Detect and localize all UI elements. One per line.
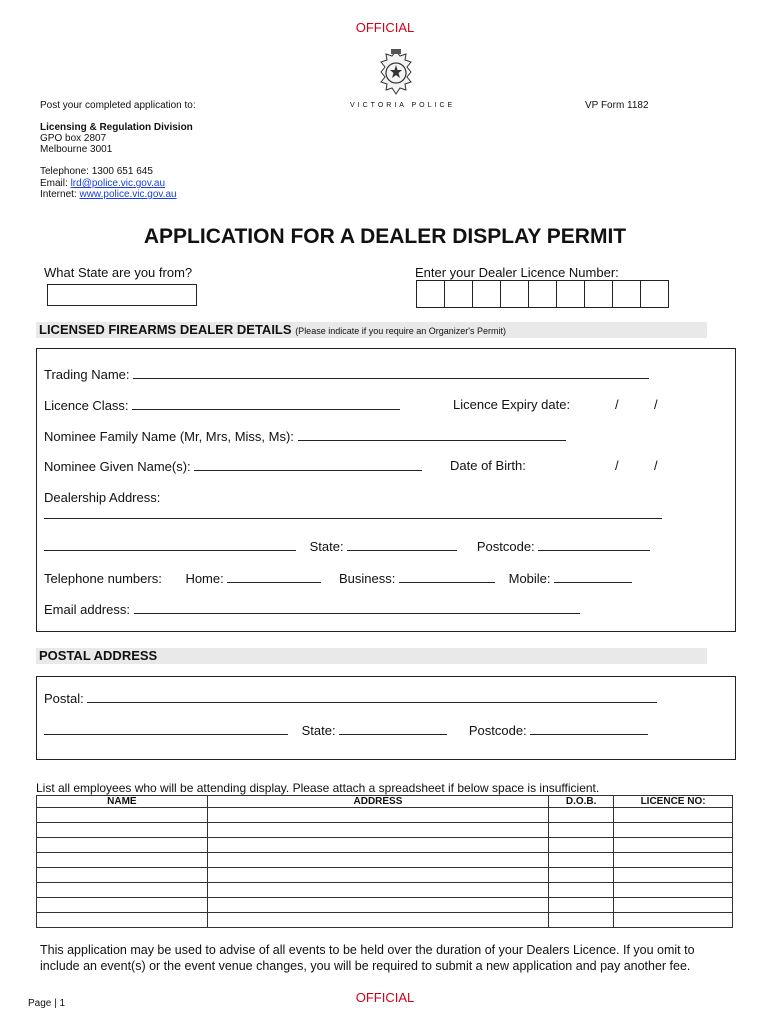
nominee-family-row xyxy=(44,428,566,444)
email-address-label: Email address: xyxy=(44,602,130,617)
address-cell[interactable] xyxy=(207,838,548,853)
dob-slash-1: / xyxy=(615,458,619,473)
dob-cell[interactable] xyxy=(549,823,614,838)
dob-cell[interactable] xyxy=(549,808,614,823)
nominee-given-field[interactable] xyxy=(194,458,422,471)
table-row xyxy=(37,898,733,913)
table-row xyxy=(37,838,733,853)
licence-cell[interactable] xyxy=(614,868,733,883)
column-header-licence: LICENCE NO: xyxy=(614,796,733,808)
mobile-phone-field[interactable] xyxy=(554,570,632,583)
home-label: Home: xyxy=(185,571,224,586)
licence-cell[interactable] xyxy=(614,838,733,853)
licence-cell[interactable] xyxy=(614,823,733,838)
address-cell[interactable] xyxy=(207,808,548,823)
employees-header-row xyxy=(37,796,733,808)
dealer-section-note: (Please indicate if you require an Organizer's Permit) xyxy=(295,326,506,336)
licence-digit-box[interactable] xyxy=(417,281,445,307)
trading-name-field[interactable] xyxy=(133,366,649,379)
postal-field-1[interactable] xyxy=(87,690,657,703)
name-cell[interactable] xyxy=(37,883,208,898)
internet-line xyxy=(40,189,177,201)
nominee-family-label: Nominee Family Name (Mr, Mrs, Miss, Ms): xyxy=(44,429,294,444)
name-cell[interactable] xyxy=(37,913,208,928)
gpo-box: GPO box 2807 xyxy=(40,133,107,144)
address-cell[interactable] xyxy=(207,823,548,838)
licence-digit-box[interactable] xyxy=(641,281,669,307)
postal-address-box xyxy=(36,676,736,760)
state-question: What State are you from? xyxy=(44,265,193,280)
footer-note: This application may be used to advise of all events to be held over the duration of your Dealers Licence. If you omit to include an event(s) or the event venue changes, you will be required to submit a new application and pay another fee. xyxy=(40,943,695,973)
column-header-name: NAME xyxy=(37,796,208,808)
postal-row-2 xyxy=(44,722,648,738)
dealership-postcode-field[interactable] xyxy=(538,538,650,551)
licence-number-label: Enter your Dealer Licence Number: xyxy=(415,265,619,280)
licence-expiry-field[interactable] xyxy=(592,393,682,413)
table-row xyxy=(37,853,733,868)
expiry-slash-2: / xyxy=(654,397,658,412)
table-row xyxy=(37,868,733,883)
postal-row xyxy=(44,690,657,706)
licence-cell[interactable] xyxy=(614,853,733,868)
business-phone-field[interactable] xyxy=(399,570,495,583)
name-cell[interactable] xyxy=(37,823,208,838)
city-postcode: Melbourne 3001 xyxy=(40,144,113,155)
dealership-state-label: State: xyxy=(309,539,344,554)
expiry-slash-1: / xyxy=(615,397,619,412)
postal-state-field[interactable] xyxy=(339,722,447,735)
internet-link[interactable]: www.police.vic.gov.au xyxy=(79,189,177,200)
licence-digit-box[interactable] xyxy=(613,281,641,307)
licence-digit-box[interactable] xyxy=(501,281,529,307)
telephone-line: Telephone: 1300 651 645 xyxy=(40,166,153,177)
name-cell[interactable] xyxy=(37,808,208,823)
table-row xyxy=(37,823,733,838)
name-cell[interactable] xyxy=(37,838,208,853)
address-cell[interactable] xyxy=(207,913,548,928)
post-to-label: Post your completed application to: xyxy=(40,100,196,111)
email-address-field[interactable] xyxy=(134,601,580,614)
dob-label: Date of Birth: xyxy=(450,458,526,473)
dealer-section-title: LICENSED FIREARMS DEALER DETAILS xyxy=(39,322,292,337)
crest-caption: VICTORIA POLICE xyxy=(350,102,456,109)
licence-expiry-label: Licence Expiry date: xyxy=(453,397,571,412)
licence-cell[interactable] xyxy=(614,883,733,898)
email-address-row xyxy=(44,601,580,617)
postal-label: Postal: xyxy=(44,691,84,706)
address-cell[interactable] xyxy=(207,883,548,898)
internet-label: Internet: xyxy=(40,189,77,200)
dealership-address-field-2[interactable] xyxy=(44,538,296,551)
dob-field[interactable] xyxy=(592,454,682,474)
licence-number-boxes[interactable] xyxy=(416,280,669,308)
address-cell[interactable] xyxy=(207,898,548,913)
mobile-label: Mobile: xyxy=(508,571,551,586)
official-marking-top: OFFICIAL xyxy=(355,20,415,35)
dealership-address-row-2 xyxy=(44,538,650,554)
nominee-given-row xyxy=(44,458,422,474)
dealership-state-field[interactable] xyxy=(347,538,457,551)
nominee-family-field[interactable] xyxy=(298,428,566,441)
postal-section-heading: POSTAL ADDRESS xyxy=(36,648,707,664)
employees-table xyxy=(36,795,733,928)
licence-cell[interactable] xyxy=(614,898,733,913)
licence-digit-box[interactable] xyxy=(473,281,501,307)
dealership-postcode-label: Postcode: xyxy=(476,539,535,554)
state-input[interactable] xyxy=(47,284,197,306)
licence-digit-box[interactable] xyxy=(445,281,473,307)
dob-cell[interactable] xyxy=(549,868,614,883)
column-header-dob: D.O.B. xyxy=(549,796,614,808)
name-cell[interactable] xyxy=(37,853,208,868)
division-name: Licensing & Regulation Division xyxy=(40,122,193,133)
telephone-numbers-label: Telephone numbers: xyxy=(44,571,162,586)
licence-cell[interactable] xyxy=(614,808,733,823)
nominee-given-label: Nominee Given Name(s): xyxy=(44,459,191,474)
licence-class-field[interactable] xyxy=(132,397,400,410)
licence-class-label: Licence Class: xyxy=(44,398,129,413)
column-header-address: ADDRESS xyxy=(207,796,548,808)
name-cell[interactable] xyxy=(37,898,208,913)
form-number: VP Form 1182 xyxy=(585,100,649,111)
licence-class-row xyxy=(44,397,400,413)
licence-cell[interactable] xyxy=(614,913,733,928)
dob-cell[interactable] xyxy=(549,838,614,853)
name-cell[interactable] xyxy=(37,868,208,883)
licence-digit-box[interactable] xyxy=(585,281,613,307)
dealership-address-label: Dealership Address: xyxy=(44,490,161,505)
business-label: Business: xyxy=(338,571,396,586)
dob-slash-2: / xyxy=(654,458,658,473)
dob-cell[interactable] xyxy=(549,853,614,868)
table-row xyxy=(37,883,733,898)
dealership-address-field-1[interactable] xyxy=(44,506,662,519)
table-row xyxy=(37,913,733,928)
page-title: APPLICATION FOR A DEALER DISPLAY PERMIT xyxy=(143,225,627,248)
employees-instruction: List all employees who will be attending display. Please attach a spreadsheet if below space is insufficient. xyxy=(36,781,600,795)
home-phone-field[interactable] xyxy=(227,570,321,583)
page-number: Page | 1 xyxy=(28,998,66,1009)
trading-name-row xyxy=(44,366,649,382)
telephone-row xyxy=(44,570,632,586)
dob-cell[interactable] xyxy=(549,883,614,898)
trading-name-label: Trading Name: xyxy=(44,367,130,382)
postal-state-label: State: xyxy=(301,723,336,738)
email-link[interactable]: lrd@police.vic.gov.au xyxy=(70,178,166,189)
licence-digit-box[interactable] xyxy=(529,281,557,307)
postal-postcode-field[interactable] xyxy=(530,722,648,735)
postal-field-2[interactable] xyxy=(44,722,288,735)
address-cell[interactable] xyxy=(207,853,548,868)
licence-digit-box[interactable] xyxy=(557,281,585,307)
table-row xyxy=(37,808,733,823)
dealer-section-heading xyxy=(36,322,707,338)
address-cell[interactable] xyxy=(207,868,548,883)
dob-cell[interactable] xyxy=(549,898,614,913)
dob-cell[interactable] xyxy=(549,913,614,928)
victoria-police-crest-icon xyxy=(371,48,421,98)
official-marking-bottom: OFFICIAL xyxy=(355,990,415,1005)
postal-postcode-label: Postcode: xyxy=(468,723,527,738)
email-label: Email: xyxy=(40,178,68,189)
